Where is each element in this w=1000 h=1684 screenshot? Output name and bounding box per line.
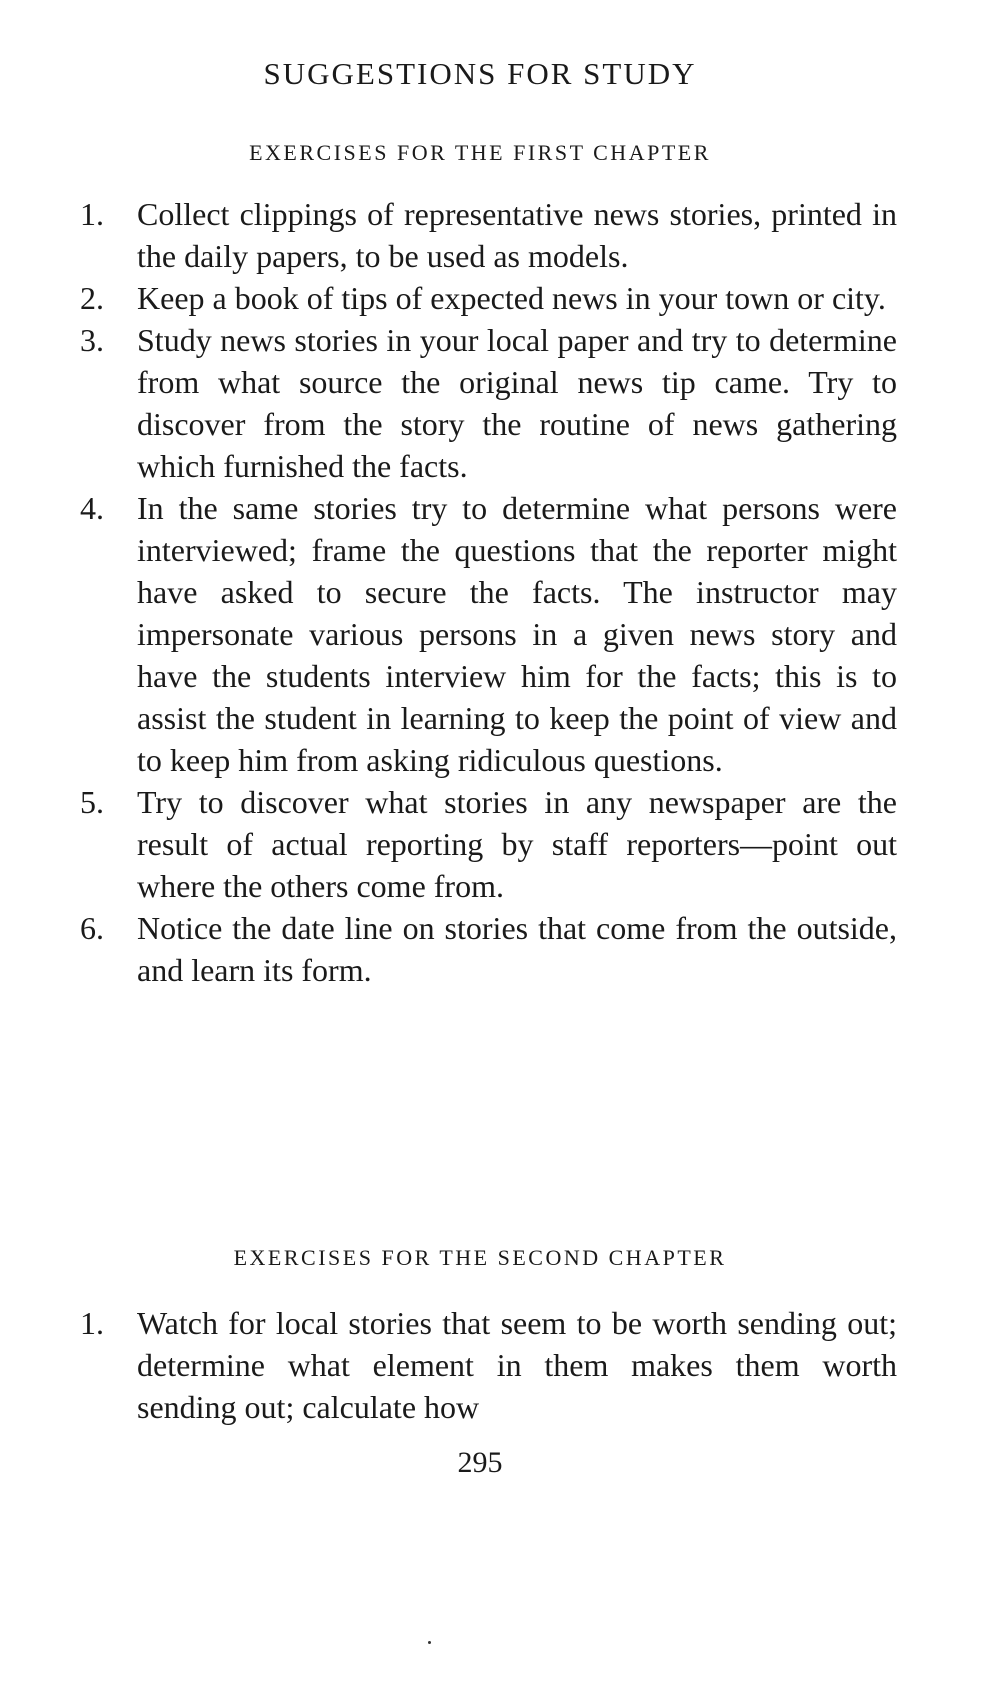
running-head: SUGGESTIONS FOR STUDY	[263, 56, 697, 91]
exercise-text: Notice the date line on stories that come from the outside, and learn its form.	[137, 910, 897, 988]
exercise-text: In the same stories try to determine what persons were interviewed; frame the questions that the reporter might have asked to secure the facts. The instructor may impersonate various persons in a given news story and have the students interview him for the facts; this is to assist the student in learning to keep the point of view and to keep him from asking ridiculous questions.	[137, 490, 897, 778]
exercise-text: Study news stories in your local paper and try to determine from what source the original news tip came. Try to discover from the story the routine of news gathering which furnished the facts.	[137, 322, 897, 484]
print-speck	[428, 1641, 431, 1644]
exercise-list-first-chapter	[0, 193, 1000, 991]
exercise-item	[0, 319, 1000, 487]
exercise-item	[0, 193, 1000, 277]
section-heading-second-chapter: EXERCISES FOR THE SECOND CHAPTER	[233, 1245, 727, 1270]
exercise-number: 1.	[80, 196, 104, 232]
exercise-text: Watch for local stories that seem to be worth sending out; determine what element in them makes them worth sending out; calculate how	[137, 1305, 897, 1425]
exercise-number: 4.	[80, 490, 104, 526]
page-number: 295	[457, 1446, 503, 1479]
exercise-item	[0, 487, 1000, 781]
exercise-number: 2.	[80, 280, 104, 316]
exercise-number: 5.	[80, 784, 104, 820]
exercise-list-second-chapter	[0, 1302, 1000, 1428]
section-heading-first-chapter: EXERCISES FOR THE FIRST CHAPTER	[249, 140, 711, 165]
exercise-item	[0, 277, 1000, 319]
exercise-item	[0, 781, 1000, 907]
exercise-item	[0, 1302, 1000, 1428]
exercise-text: Keep a book of tips of expected news in your town or city.	[137, 280, 886, 316]
exercise-item	[0, 907, 1000, 991]
exercise-number: 6.	[80, 910, 104, 946]
exercise-number: 1.	[80, 1305, 104, 1341]
exercise-number: 3.	[80, 322, 104, 358]
exercise-text: Collect clippings of representative news stories, printed in the daily papers, to be used as models.	[137, 196, 897, 274]
exercise-text: Try to discover what stories in any newspaper are the result of actual reporting by staff reporters—point out where the others come from.	[137, 784, 897, 904]
